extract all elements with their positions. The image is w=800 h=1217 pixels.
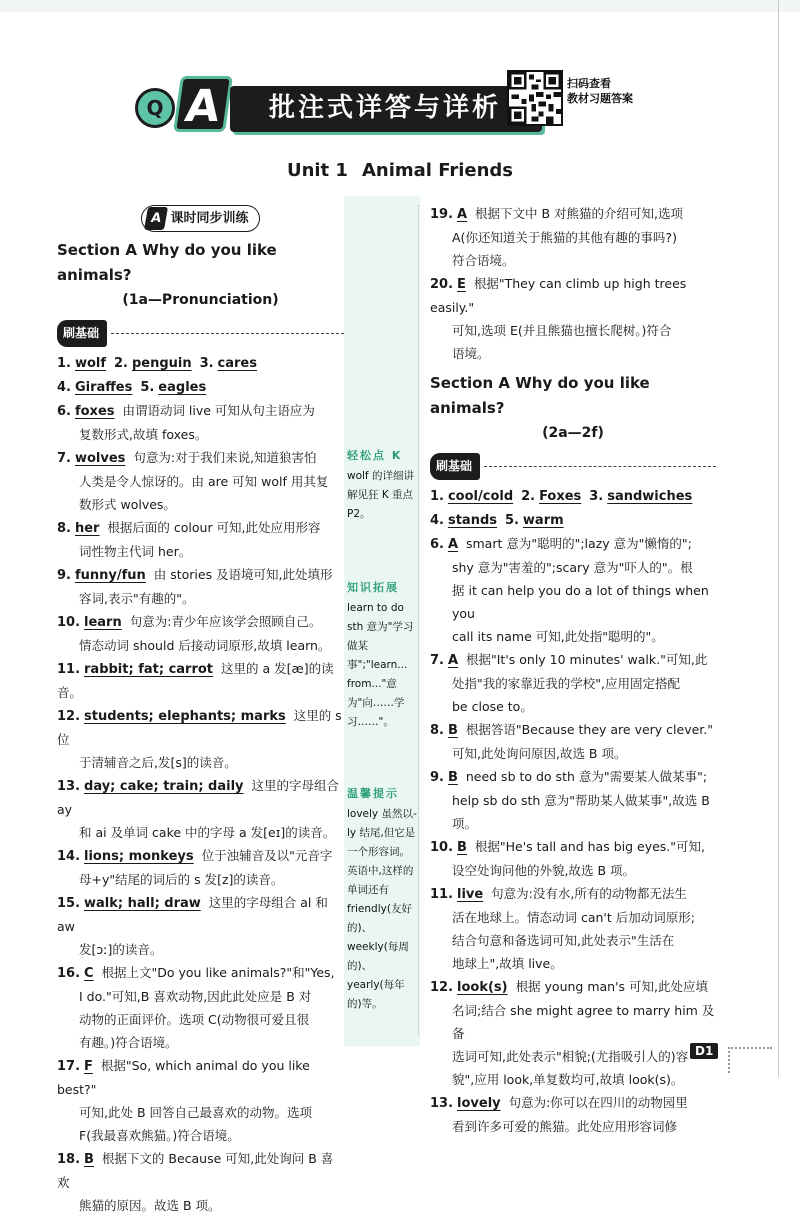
section-subtitle: (1a—Pronunciation) (122, 292, 279, 308)
answer-item (57, 516, 344, 563)
answer: B (447, 770, 458, 785)
answer-row (430, 484, 716, 508)
item-number: 18. (57, 1152, 81, 1167)
explanation-text: 项。 (452, 816, 478, 831)
unit-label: Unit 1 (286, 160, 348, 181)
explanation-text: 根据答语"Because they are very clever." (465, 722, 713, 737)
top-bar (0, 0, 800, 12)
explanation-text: A(你还知道关于熊猫的其他有趣的事吗?) (452, 230, 677, 245)
answer-row (57, 351, 344, 375)
explanation-text: 这里的 s 位 (57, 708, 342, 747)
answer: day; cake; train; daily (84, 779, 244, 794)
lesson-badge-text: 课时同步训练 (170, 211, 249, 226)
answer: foxes (74, 404, 115, 419)
answer-item (57, 1147, 344, 1217)
explanation-text: 根据"It's only 10 minutes' walk."可知,此 (465, 652, 708, 667)
explanation-text: 熊猫的原因。故选 B 项。 (79, 1198, 221, 1213)
explanation-text: be close to。 (452, 699, 533, 714)
item-number: 7. (430, 653, 444, 668)
explanation-text: 符合语境。 (452, 253, 515, 268)
answer: cares (217, 356, 257, 371)
explanation-text: 句意为:青少年应该学会照顾自己。 (129, 614, 322, 629)
answer: penguin (131, 356, 192, 371)
answer: eagles (158, 380, 207, 395)
answer-item (430, 765, 716, 835)
explanation-text: 可知,此处询问原因,故选 B 项。 (452, 746, 627, 761)
explanation-text: 处指"我的家靠近我的学校",应用固定搭配 (452, 676, 680, 691)
note-knowledge (344, 578, 420, 732)
item-number: 14. (57, 849, 81, 864)
explanation-text: 这里的字母组合 al 和 aw (57, 895, 328, 934)
item-number: 2. (113, 356, 128, 371)
explanation-text: shy 意为"害羞的";scary 意为"吓人的"。根 (452, 560, 693, 575)
answer-item (57, 961, 344, 1054)
scan-hint (567, 76, 647, 106)
item-number: 2. (521, 489, 536, 504)
item-number: 9. (430, 770, 444, 785)
answer: live (457, 887, 484, 902)
item-number: 20. (430, 277, 454, 292)
explanation-text: 根据下文中 B 对熊猫的介绍可知,选项 (475, 206, 684, 221)
answer: wolves (74, 451, 126, 466)
explanation-text: call its name 可知,此处指"聪明的"。 (452, 629, 664, 644)
explanation-text: 句意为:没有水,所有的动物都无法生 (491, 886, 687, 901)
answer-item (57, 399, 344, 446)
lesson-badge (57, 205, 344, 232)
item-number: 5. (504, 513, 519, 528)
answer: Giraffes (74, 380, 133, 395)
explanation-text: 根据后面的 colour 可知,此处应用形容 (107, 520, 321, 535)
basic-divider (57, 320, 344, 347)
item-number: 12. (430, 980, 454, 995)
basic-tag: 刷基础 (430, 453, 480, 480)
explanation-text: 句意为:你可以在四川的动物园里 (508, 1095, 688, 1110)
item-number: 12. (57, 709, 81, 724)
answer: E (457, 277, 466, 292)
item-number: 16. (57, 966, 81, 981)
item-number: 6. (430, 537, 444, 552)
answer: warm (522, 513, 564, 528)
qr-code-icon[interactable] (507, 70, 563, 126)
explanation-text: 数形式 wolves。 (79, 497, 176, 512)
answer-item (57, 610, 344, 657)
explanation-text: 这里的字母组合 ay (57, 778, 339, 817)
left-column (57, 205, 344, 1217)
explanation-text: I do."可知,B 喜欢动物,因此此处应是 B 对 (79, 989, 312, 1004)
answer-row (57, 375, 344, 399)
item-number: 1. (430, 489, 444, 504)
explanation-text: 语境。 (452, 346, 490, 361)
note-tip (344, 784, 420, 1014)
explanation-text: 根据"He's tall and has big eyes."可知, (474, 839, 705, 854)
answer: lions; monkeys (84, 849, 194, 864)
explanation-text: 发[ɔː]的读音。 (79, 942, 163, 957)
explanation-text: 情态动词 should 后接动词原形,故填 learn。 (79, 638, 331, 653)
answer-item (57, 704, 344, 774)
basic-tag: 刷基础 (57, 320, 107, 347)
item-number: 11. (430, 887, 454, 902)
explanation-text: 和 ai 及单词 cake 中的字母 a 发[eɪ]的读音。 (79, 825, 336, 840)
explanation-text: 根据"So, which animal do you like best?" (57, 1058, 310, 1097)
answer: stands (447, 513, 497, 528)
basic-divider (430, 453, 716, 480)
item-number: 10. (430, 840, 454, 855)
explanation-text: 据 it can help you do a lot of things when you (452, 583, 709, 621)
explanation-text: smart 意为"聪明的";lazy 意为"懒惰的"; (465, 536, 692, 551)
unit-name: Animal Friends (361, 160, 514, 181)
item-number: 6. (57, 404, 71, 419)
explanation-text: 看到许多可爱的熊猫。此处应用形容词修 (452, 1119, 678, 1134)
explanation-text: F(我最喜欢熊猫。)符合语境。 (79, 1128, 240, 1143)
answer: learn (84, 615, 122, 630)
answer: students; elephants; marks (84, 709, 286, 724)
item-number: 13. (430, 1096, 454, 1111)
item-number: 1. (57, 356, 71, 371)
answer-item (430, 648, 716, 718)
answer: funny/fun (74, 568, 146, 583)
answer-item (57, 844, 344, 891)
answer-item (430, 835, 716, 882)
answer: Foxes (539, 489, 582, 504)
note-text: wolf 的详细讲解见狂 K 重点 P2。 (347, 470, 414, 520)
answer-row (430, 508, 716, 532)
answer: C (84, 966, 94, 981)
answer: rabbit; fat; carrot (84, 662, 214, 677)
explanation-text: 根据上文"Do you like animals?"和"Yes, (101, 965, 335, 980)
explanation-text: 选词可知,此处表示"相貌;(尤指吸引人的)容 (452, 1049, 689, 1064)
page-number: D1 (690, 1043, 718, 1059)
item-number: 19. (430, 207, 454, 222)
explanation-text: 结合句意和备选词可知,此处表示"生活在 (452, 933, 675, 948)
answer: look(s) (457, 980, 508, 995)
item-number: 4. (430, 513, 444, 528)
answer: lovely (457, 1096, 501, 1111)
answer-item (430, 1091, 716, 1138)
note-text: lovely 虽然以-ly 结尾,但它是一个形容词。英语中,这样的单词还有 friendly(友好的)、weekly(每周的)、yearly(每年的)等。 (347, 808, 417, 1010)
explanation-text: 人类是令人惊讶的。由 are 可知 wolf 用其复 (79, 474, 329, 489)
explanation-text: 容词,表示"有趣的"。 (79, 591, 195, 606)
item-number: 9. (57, 568, 71, 583)
header (135, 76, 640, 134)
answer: A (447, 653, 459, 668)
note-title: 轻松点 K (347, 449, 403, 462)
explanation-text: 由谓语动词 live 可知从句主语应为 (122, 403, 315, 418)
answer: B (457, 840, 467, 855)
note-text: learn to do sth 意为"学习做某事";"learn... from..."意为"向……学习……"。 (347, 602, 414, 728)
a-badge: A (173, 76, 233, 132)
explanation-text: 位于浊辅音及以"元音字 (201, 848, 333, 863)
item-number: 3. (589, 489, 604, 504)
item-number: 10. (57, 615, 81, 630)
item-number: 8. (430, 723, 444, 738)
section-subtitle: (2a—2f) (542, 425, 604, 441)
answer-item (430, 975, 716, 1091)
explanation-text: 有趣。)符合语境。 (79, 1035, 178, 1050)
explanation-text: 名词;结合 she might agree to marry him 及备 (452, 1003, 715, 1041)
item-number: 13. (57, 779, 81, 794)
corner-mark (728, 1047, 772, 1073)
answer: F (84, 1059, 93, 1074)
item-number: 4. (57, 380, 71, 395)
answer-item (430, 882, 716, 975)
answer-item (57, 1054, 344, 1147)
answer-item (430, 202, 716, 272)
explanation-text: 词性物主代词 her。 (79, 544, 192, 559)
answer: her (74, 521, 100, 536)
answer-item (57, 446, 344, 516)
item-number: 5. (140, 380, 155, 395)
explanation-text: 句意为:对于我们来说,知道狼害怕 (133, 450, 317, 465)
answer-item (57, 657, 344, 704)
answer-item (430, 718, 716, 765)
scan-line-2: 教材习题答案 (567, 92, 633, 105)
answer-item (430, 532, 716, 648)
explanation-text: 貌",应用 look,单复数均可,故填 look(s)。 (452, 1072, 684, 1087)
answer: B (447, 723, 458, 738)
note-easy-k (344, 446, 420, 524)
explanation-text: 可知,此处 B 回答自己最喜欢的动物。选项 (79, 1105, 312, 1120)
answer: A (447, 537, 459, 552)
item-number: 17. (57, 1059, 81, 1074)
explanation-text: 根据"They can climb up high trees easily." (430, 276, 687, 315)
explanation-text: 根据下文的 Because 可知,此处询问 B 喜欢 (57, 1151, 334, 1190)
note-title: 温馨提示 (347, 787, 399, 800)
explanation-text: 由 stories 及语境可知,此处填形 (153, 567, 333, 582)
explanation-text: 设空处询问他的外貌,故选 B 项。 (452, 863, 635, 878)
answer-item (430, 272, 716, 365)
explanation-text: 活在地球上。情态动词 can't 后加动词原形; (452, 910, 695, 925)
answer-item (57, 891, 344, 961)
answer-item (57, 563, 344, 610)
note-title: 知识拓展 (347, 581, 399, 594)
item-number: 11. (57, 662, 81, 677)
explanation-text: 可知,选项 E(并且熊猫也擅长爬树。)符合 (452, 323, 672, 338)
item-number: 8. (57, 521, 71, 536)
explanation-text: help sb do sth 意为"帮助某人做某事",故选 B (452, 793, 710, 808)
item-number: 7. (57, 451, 71, 466)
explanation-text: 母+y"结尾的词后的 s 发[z]的读音。 (79, 872, 284, 887)
answer-item (57, 774, 344, 844)
answer: B (84, 1152, 94, 1167)
right-column (430, 202, 716, 1138)
section-title: Section A Why do you like animals? (57, 241, 277, 284)
section-title: Section A Why do you like animals? (430, 374, 650, 417)
explanation-text: 于清辅音之后,发[s]的读音。 (79, 755, 237, 770)
unit-title (0, 160, 800, 181)
item-number: 3. (199, 356, 214, 371)
answer: cool/cold (447, 489, 514, 504)
page-title: 批注式详答与详析 (268, 93, 501, 123)
scan-line-1: 扫码查看 (567, 77, 611, 90)
explanation-text: 根据 young man's 可知,此处应填 (515, 979, 708, 994)
explanation-text: 这里的 a 发[æ]的读音。 (57, 661, 334, 700)
q-badge: Q (135, 88, 175, 128)
answer: wolf (74, 356, 107, 371)
lesson-badge-letter: A (144, 207, 168, 230)
explanation-text: need sb to do sth 意为"需要某人做某事"; (465, 769, 708, 784)
answer: A (457, 207, 468, 222)
answer: sandwiches (607, 489, 693, 504)
explanation-text: 地球上",故填 live。 (452, 956, 563, 971)
item-number: 15. (57, 896, 81, 911)
answer: walk; hall; draw (84, 896, 201, 911)
explanation-text: 动物的正面评价。选项 C(动物很可爱且很 (79, 1012, 310, 1027)
explanation-text: 复数形式,故填 foxes。 (79, 427, 208, 442)
